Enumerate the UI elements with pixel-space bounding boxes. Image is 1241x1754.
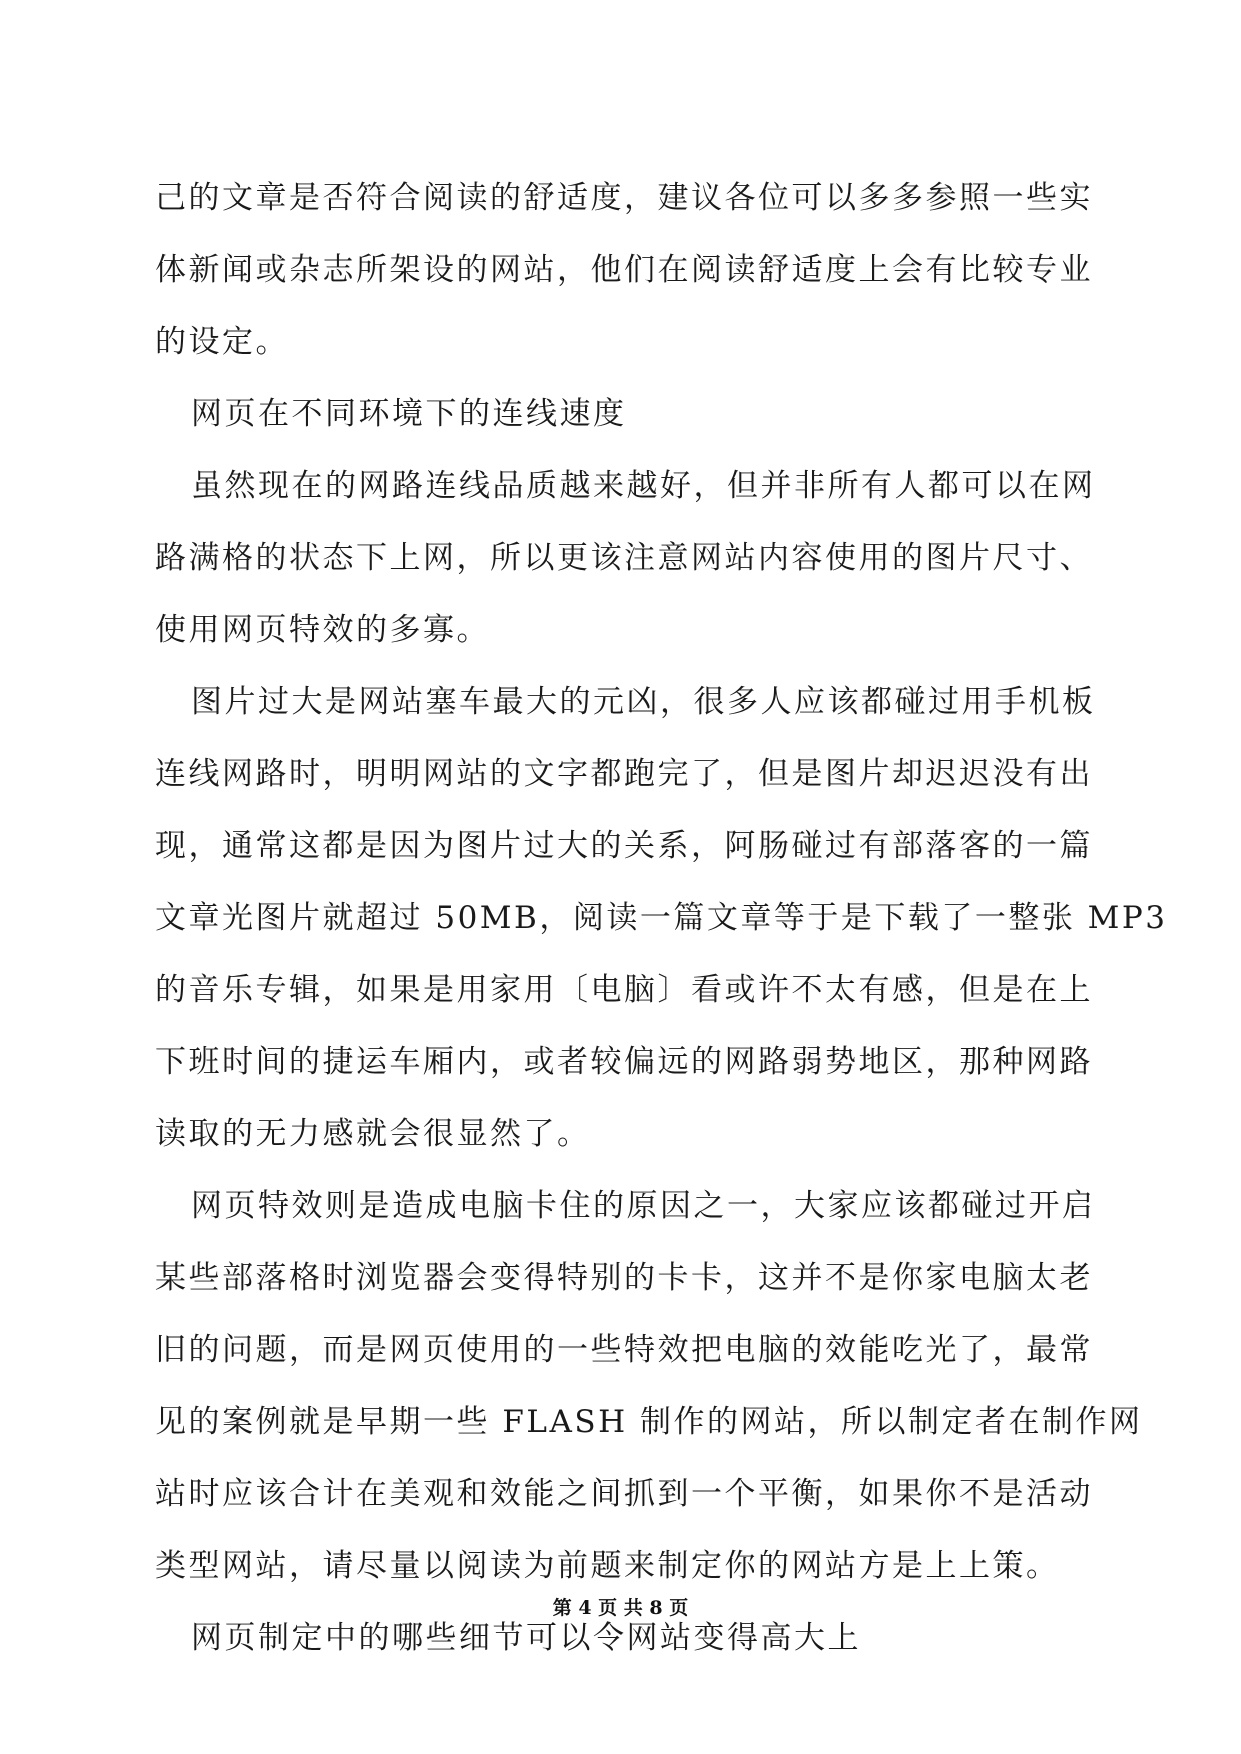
text-line: 的设定。	[155, 324, 289, 360]
body-text	[155, 180, 1168, 1692]
text-line: 路满格的状态下上网，所以更该注意网站内容使用的图片尺寸、	[155, 540, 1093, 576]
text-line: 读取的无力感就会很显然了。	[155, 1116, 591, 1152]
text-line: 见的案例就是早期一些 FLASH 制作的网站，所以制定者在制作网	[155, 1404, 1143, 1440]
section-heading: 网页在不同环境下的连线速度	[191, 396, 627, 432]
text-line: 的音乐专辑，如果是用家用〔电脑〕看或许不太有感，但是在上	[155, 972, 1093, 1008]
text-line: 己的文章是否符合阅读的舒适度，建议各位可以多多参照一些实	[155, 180, 1093, 216]
text-line: 现，通常这都是因为图片过大的关系，阿肠碰过有部落客的一篇	[155, 828, 1093, 864]
text-line: 类型网站，请尽量以阅读为前题来制定你的网站方是上上策。	[155, 1548, 1060, 1584]
text-line: 旧的问题，而是网页使用的一些特效把电脑的效能吃光了，最常	[155, 1332, 1093, 1368]
text-line: 图片过大是网站塞车最大的元凶，很多人应该都碰过用手机板	[191, 684, 1096, 720]
text-line: 连线网路时，明明网站的文字都跑完了，但是图片却迟迟没有出	[155, 756, 1093, 792]
text-line: 下班时间的捷运车厢内，或者较偏远的网路弱势地区，那种网路	[155, 1044, 1093, 1080]
text-line: 体新闻或杂志所架设的网站，他们在阅读舒适度上会有比较专业	[155, 252, 1093, 288]
text-line: 文章光图片就超过 50MB，阅读一篇文章等于是下载了一整张 MP3	[155, 900, 1168, 936]
text-line: 某些部落格时浏览器会变得特别的卡卡，这并不是你家电脑太老	[155, 1260, 1093, 1296]
text-line: 站时应该合计在美观和效能之间抓到一个平衡，如果你不是活动	[155, 1476, 1093, 1512]
section-heading: 网页制定中的哪些细节可以令网站变得高大上	[191, 1620, 861, 1656]
text-line: 使用网页特效的多寡。	[155, 612, 490, 648]
page-number-footer: 第 4 页 共 8 页	[552, 1597, 689, 1619]
text-line: 网页特效则是造成电脑卡住的原因之一，大家应该都碰过开启	[191, 1188, 1096, 1224]
text-line: 虽然现在的网路连线品质越来越好，但并非所有人都可以在网	[191, 468, 1096, 504]
